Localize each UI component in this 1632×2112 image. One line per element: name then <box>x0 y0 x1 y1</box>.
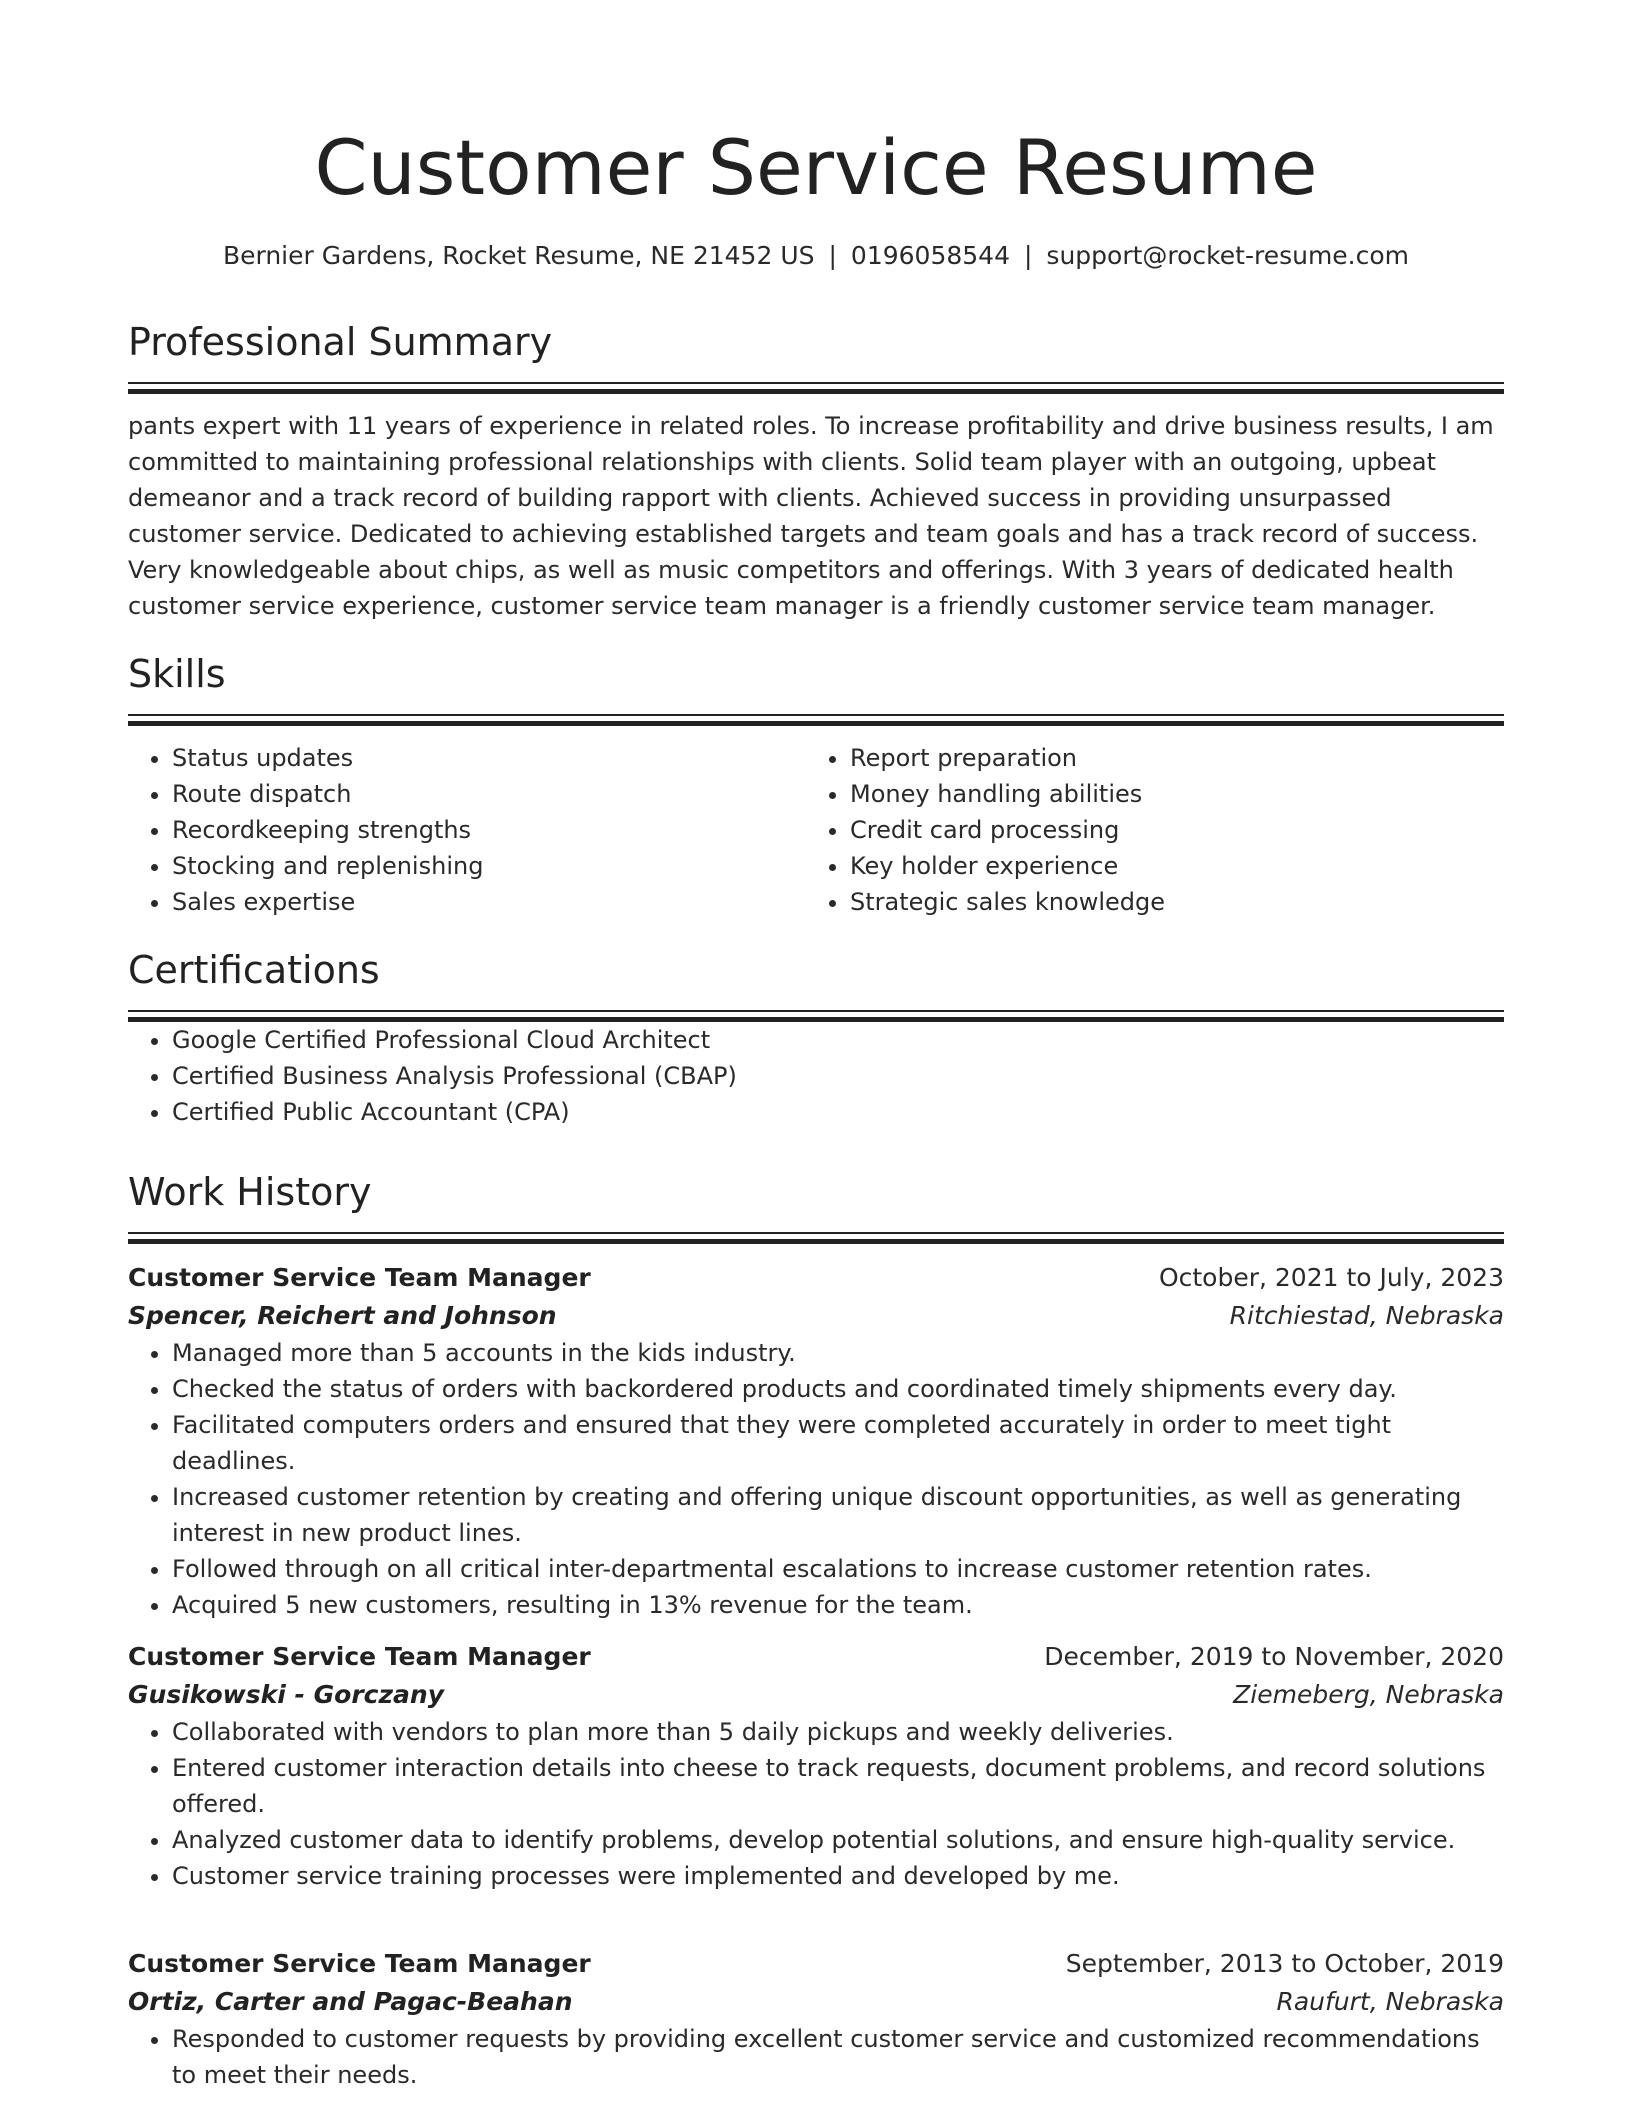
skills-list-right <box>806 740 1484 920</box>
section-divider <box>128 382 1504 394</box>
job-entry <box>128 1259 1504 1623</box>
list-item: • Credit card processing <box>850 812 1484 848</box>
job-entry <box>128 1638 1504 1894</box>
list-item: • Responded to customer requests by providing excellent customer service and customized recommendations to meet their needs. <box>172 2021 1504 2093</box>
job-title: Customer Service Team Manager <box>128 1949 591 1978</box>
list-item: • Entered customer interaction details into cheese to track requests, document problems, and record solutions offered. <box>172 1750 1504 1822</box>
list-item: • Managed more than 5 accounts in the kids industry. <box>172 1335 1504 1371</box>
summary-text: pants expert with 11 years of experience in related roles. To increase profitability and drive business results, I am committed to maintaining professional relationships with clients. Solid team player with an outgoing, upbeat demeanor and a track record of building rapport with clients. Achieved success in providing unsurpassed customer service. Dedicated to achieving established targets and team goals and has a track record of success. Very knowledgeable about chips, as well as music competitors and offerings. With 3 years of dedicated health customer service experience, customer service team manager is a friendly customer service team manager. <box>128 412 1494 620</box>
section-divider <box>128 714 1504 726</box>
section-heading: Work History <box>128 1170 372 1214</box>
job-company: Gusikowski - Gorczany <box>128 1680 444 1709</box>
resume-title: Customer Service Resume <box>314 123 1318 212</box>
job-title: Customer Service Team Manager <box>128 1263 591 1292</box>
list-item: • Recordkeeping strengths <box>172 812 806 848</box>
section-work-history <box>128 1168 1504 1244</box>
job-bullets <box>128 1714 1504 1894</box>
list-item: • Increased customer retention by creating and offering unique discount opportunities, as well as generating interest in new product lines. <box>172 1479 1504 1551</box>
list-item: • Strategic sales knowledge <box>850 884 1484 920</box>
job-dates: December, 2019 to November, 2020 <box>1044 1642 1504 1671</box>
job-dates: September, 2013 to October, 2019 <box>1065 1949 1504 1978</box>
list-item: • Followed through on all critical inter-departmental escalations to increase customer retention rates. <box>172 1551 1504 1587</box>
job-bullets <box>128 2021 1504 2093</box>
section-skills <box>128 650 1504 920</box>
list-item: • Customer service training processes were implemented and developed by me. <box>172 1858 1504 1894</box>
section-heading: Professional Summary <box>128 320 553 364</box>
job-company: Ortiz, Carter and Pagac-Beahan <box>128 1987 573 2016</box>
job-header-row <box>128 1638 1504 1676</box>
section-divider <box>128 1232 1504 1244</box>
job-location: Ritchiestad, Nebraska <box>1229 1301 1504 1330</box>
list-item: • Stocking and replenishing <box>172 848 806 884</box>
job-header-row <box>128 1945 1504 1983</box>
section-heading: Skills <box>128 652 226 696</box>
list-item: • Money handling abilities <box>850 776 1484 812</box>
section-certifications <box>128 946 1504 1130</box>
list-item: • Analyzed customer data to identify problems, develop potential solutions, and ensure high-quality service. <box>172 1822 1504 1858</box>
job-bullets <box>128 1335 1504 1623</box>
contact-info <box>128 238 1504 274</box>
list-item: • Status updates <box>172 740 806 776</box>
contact-separator: | <box>828 241 837 270</box>
job-company: Spencer, Reichert and Johnson <box>128 1301 557 1330</box>
list-item: • Checked the status of orders with backordered products and coordinated timely shipments every day. <box>172 1371 1504 1407</box>
list-item: • Key holder experience <box>850 848 1484 884</box>
list-item: • Sales expertise <box>172 884 806 920</box>
job-title: Customer Service Team Manager <box>128 1642 591 1671</box>
list-item: • Google Certified Professional Cloud Architect <box>172 1022 1504 1058</box>
job-location: Ziemeberg, Nebraska <box>1233 1680 1504 1709</box>
section-divider <box>128 1010 1504 1022</box>
list-item: • Certified Business Analysis Professional (CBAP) <box>172 1058 1504 1094</box>
skills-grid <box>128 740 1504 920</box>
job-entry <box>128 1945 1504 2093</box>
skills-list-left <box>128 740 806 920</box>
job-company-row <box>128 1983 1504 2021</box>
job-company-row <box>128 1676 1504 1714</box>
list-item: • Collaborated with vendors to plan more than 5 daily pickups and weekly deliveries. <box>172 1714 1504 1750</box>
contact-email: support@rocket-resume.com <box>1046 241 1410 270</box>
list-item: • Certified Public Accountant (CPA) <box>172 1094 1504 1130</box>
contact-phone: 0196058544 <box>850 241 1010 270</box>
contact-address: Bernier Gardens, Rocket Resume, NE 21452 US <box>222 241 815 270</box>
list-item: • Route dispatch <box>172 776 806 812</box>
job-dates: October, 2021 to July, 2023 <box>1158 1263 1504 1292</box>
list-item: • Report preparation <box>850 740 1484 776</box>
section-professional-summary <box>128 318 1504 624</box>
job-header-row <box>128 1259 1504 1297</box>
section-heading: Certifications <box>128 948 380 992</box>
certifications-list <box>128 1022 1504 1130</box>
job-company-row <box>128 1297 1504 1335</box>
contact-separator: | <box>1023 241 1033 270</box>
list-item: • Acquired 5 new customers, resulting in 13% revenue for the team. <box>172 1587 1504 1623</box>
job-location: Raufurt, Nebraska <box>1276 1987 1504 2016</box>
list-item: • Facilitated computers orders and ensured that they were completed accurately in order to meet tight deadlines. <box>172 1407 1504 1479</box>
